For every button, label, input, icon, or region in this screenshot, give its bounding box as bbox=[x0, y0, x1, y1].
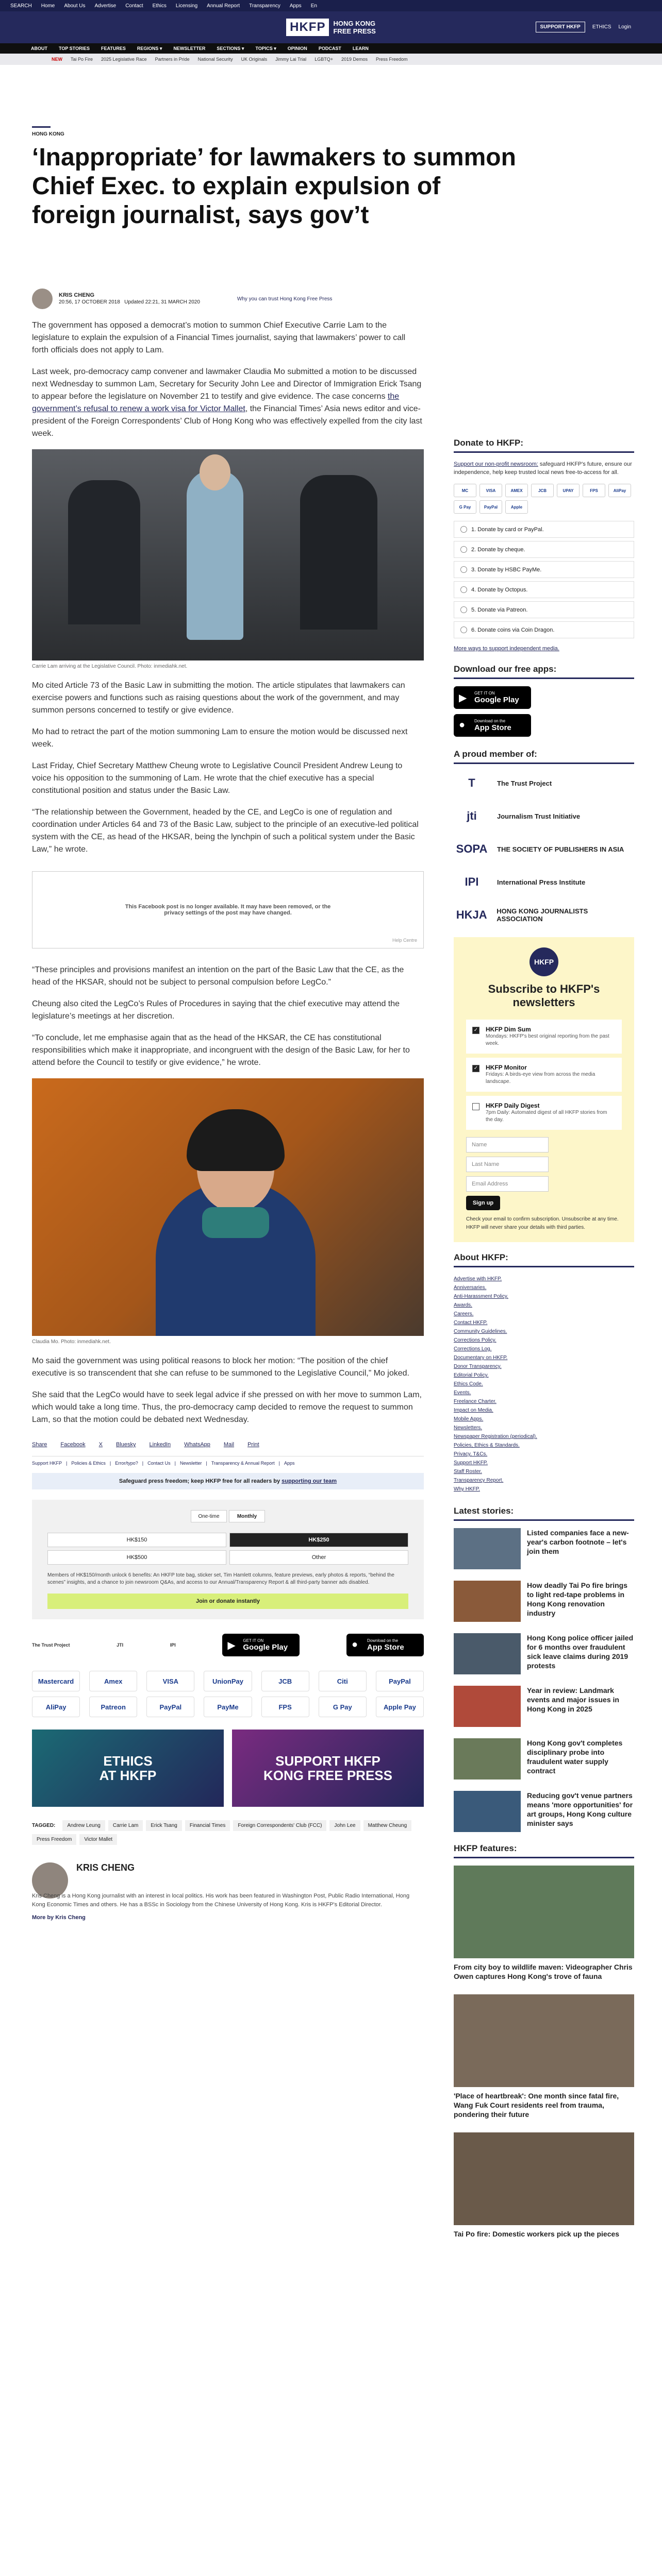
apple-icon: ● bbox=[352, 1639, 358, 1650]
tag-link[interactable]: Financial Times bbox=[185, 1820, 230, 1831]
article-body bbox=[32, 319, 424, 1921]
newsletter-checkbox[interactable] bbox=[472, 1103, 479, 1110]
author-bio: Kris Cheng is a Hong Kong journalist with an interest in local politics. His work has been featured in Washington Post, Public Radio International, Hong Kong Economic Times and others. He has a BSSc in Sociology from the Chinese University of Hong Kong. Kris is HKFP's Editorial Director. bbox=[32, 1893, 410, 1908]
topbar-link-ethics[interactable]: Ethics bbox=[152, 3, 167, 9]
about-link[interactable]: Support HKFP. bbox=[454, 1460, 488, 1466]
footer-link[interactable]: Newsletter bbox=[180, 1461, 202, 1466]
nav-item-topics[interactable]: TOPICS ▾ bbox=[255, 45, 276, 51]
share-share[interactable]: Share bbox=[32, 1442, 47, 1448]
about-link[interactable]: Awards. bbox=[454, 1302, 472, 1308]
member-org[interactable] bbox=[454, 837, 634, 861]
masthead bbox=[0, 11, 662, 43]
nav-item-sections[interactable]: SECTIONS ▾ bbox=[217, 45, 244, 51]
about-links bbox=[454, 1275, 634, 1494]
paragraph: Mo cited Article 73 of the Basic Law in submitting the motion. The article stipulates that lawmakers can exercise powers and functions such as raising questions about the work of the government, and may summon persons concerned to testify or give evidence. bbox=[32, 681, 405, 715]
about-link[interactable]: Policies, Ethics & Standards. bbox=[454, 1443, 520, 1448]
member-org[interactable] bbox=[454, 903, 634, 927]
share-bluesky[interactable]: Bluesky bbox=[116, 1442, 136, 1448]
member-name: The Trust Project bbox=[497, 779, 552, 787]
donation-widget bbox=[32, 1500, 424, 1619]
about-link[interactable]: Editorial Policy. bbox=[454, 1372, 489, 1378]
latest-story[interactable] bbox=[454, 1581, 634, 1622]
story-title[interactable]: Reducing gov't venue partners means 'more opportunities' for art groups, Hong Kong culture minister says bbox=[527, 1791, 633, 1827]
donate-heading: Donate to HKFP: bbox=[454, 438, 634, 453]
feature-story[interactable] bbox=[454, 1994, 634, 2119]
byline bbox=[32, 289, 424, 309]
newsletter-note: Check your email to confirm subscription. Unsubscribe at any time. HKFP will never share your details with third parties. bbox=[466, 1216, 619, 1230]
paragraph: Mo said the government was using political reasons to block her motion: “The position of the chief executive is so transcendent that she can refuse to be summoned to the Legislative Council,” Mo joked. bbox=[32, 1357, 409, 1378]
member-heading: A proud member of: bbox=[454, 749, 634, 764]
feature-story[interactable] bbox=[454, 1866, 634, 1981]
topbar-link-apps[interactable]: Apps bbox=[289, 3, 302, 9]
newsletter-desc: 7pm Daily: Automated digest of all HKFP stories from the day. bbox=[486, 1110, 607, 1123]
nav-item-opinion[interactable]: OPINION bbox=[287, 46, 307, 51]
last-name-input[interactable]: Last Name bbox=[466, 1157, 549, 1172]
newsletter-option[interactable] bbox=[466, 1020, 622, 1054]
feature-thumbnail[interactable] bbox=[454, 1866, 634, 1958]
about-link[interactable]: Transparency Report. bbox=[454, 1478, 504, 1483]
topbar-link-licensing[interactable]: Licensing bbox=[175, 3, 198, 9]
apple-icon: ● bbox=[459, 719, 466, 731]
latest-heading: Latest stories: bbox=[454, 1506, 634, 1521]
about-link[interactable]: Privacy, T&Cs. bbox=[454, 1451, 488, 1457]
facebook-embed bbox=[32, 871, 424, 948]
about-link[interactable]: Events. bbox=[454, 1390, 471, 1396]
card-logo-visa: VISA bbox=[479, 484, 502, 497]
tag-link[interactable]: Victor Mallet bbox=[79, 1834, 117, 1845]
trending-item[interactable]: 2019 Demos bbox=[341, 57, 368, 62]
about-link[interactable]: Newsletters. bbox=[454, 1425, 483, 1431]
story-thumbnail[interactable] bbox=[454, 1686, 521, 1727]
about-link[interactable]: Newspaper Registration (periodical). bbox=[454, 1434, 537, 1439]
photo-caption: Claudia Mo. Photo: inmediahk.net. bbox=[32, 1339, 111, 1345]
newsletter-option[interactable] bbox=[466, 1096, 622, 1130]
payment-logo-alipay: AliPay bbox=[32, 1697, 80, 1717]
separator: | bbox=[206, 1461, 207, 1466]
donate-option[interactable]: 3. Donate by HSBC PayMe. bbox=[454, 561, 634, 578]
newsletter-signup bbox=[454, 937, 634, 1242]
main-nav bbox=[0, 43, 662, 54]
member-org[interactable] bbox=[454, 870, 634, 894]
topbar-link-en[interactable]: En bbox=[310, 3, 317, 9]
story-thumbnail[interactable] bbox=[454, 1581, 521, 1622]
trending-item[interactable]: Press Freedom bbox=[375, 57, 408, 62]
nav-item-learn[interactable]: LEARN bbox=[352, 46, 369, 51]
top-utility-bar bbox=[0, 0, 662, 11]
amount-option[interactable]: HK$250 bbox=[229, 1533, 408, 1547]
member-logo: jti bbox=[467, 809, 477, 822]
trending-item[interactable]: Jimmy Lai Trial bbox=[275, 57, 307, 62]
about-link[interactable]: Corrections Log. bbox=[454, 1346, 492, 1352]
share-linkedin[interactable]: LinkedIn bbox=[149, 1442, 171, 1448]
newsletter-desc: Fridays: A birds-eye view from across the media landscape. bbox=[486, 1072, 595, 1084]
payment-logo-citi: Citi bbox=[319, 1671, 367, 1691]
topbar-link-annual-report[interactable]: Annual Report bbox=[207, 3, 240, 9]
trending-label: NEW bbox=[52, 57, 62, 62]
payment-logo-patreon: Patreon bbox=[89, 1697, 137, 1717]
trending-item[interactable]: Partners in Pride bbox=[155, 57, 190, 62]
feature-title[interactable]: From city boy to wildlife maven: Videographer Chris Owen captures Hong Kong's trove of fauna bbox=[454, 1963, 633, 1980]
topbar-link-advertise[interactable]: Advertise bbox=[94, 3, 117, 9]
footer-link[interactable]: Error/typo? bbox=[115, 1461, 138, 1466]
about-link[interactable]: Impact on Media. bbox=[454, 1408, 493, 1413]
topbar-link-contact[interactable]: Contact bbox=[125, 3, 143, 9]
donate-option[interactable]: 6. Donate coins via Coin Dragon. bbox=[454, 621, 634, 638]
site-logo[interactable]: HKFP HONG KONG FREE PRESS bbox=[286, 19, 376, 36]
payment-logo-visa: VISA bbox=[146, 1671, 194, 1691]
about-link[interactable]: Contact HKFP. bbox=[454, 1320, 488, 1326]
amount-option[interactable]: HK$150 bbox=[47, 1533, 226, 1547]
tag-link[interactable]: Andrew Leung bbox=[62, 1820, 105, 1831]
payment-logo-g-pay: G Pay bbox=[319, 1697, 367, 1717]
member-badges bbox=[32, 1634, 424, 1656]
story-thumbnail[interactable] bbox=[454, 1633, 521, 1674]
login-link[interactable]: Login bbox=[618, 24, 631, 30]
first-name-input[interactable]: Name bbox=[466, 1137, 549, 1153]
story-title[interactable]: How deadly Tai Po fire brings to light red-tape problems in Hong Kong renovation industry bbox=[527, 1581, 627, 1617]
topbar-link-transparency[interactable]: Transparency bbox=[249, 3, 280, 9]
updated-date: Updated 22:21, 31 MARCH 2020 bbox=[124, 299, 200, 305]
card-logo-upay: UPAY bbox=[557, 484, 580, 497]
about-link[interactable]: Ethics Code. bbox=[454, 1381, 483, 1387]
play-icon: ▶ bbox=[459, 692, 467, 704]
author-avatar[interactable] bbox=[32, 289, 53, 309]
separator: | bbox=[174, 1461, 176, 1466]
support-hkfp-button[interactable]: SUPPORT HKFP bbox=[536, 22, 585, 32]
amount-option[interactable]: HK$500 bbox=[47, 1550, 226, 1565]
separator: | bbox=[66, 1461, 68, 1466]
member-logo: HKJA bbox=[456, 908, 487, 921]
separator: | bbox=[109, 1461, 111, 1466]
author-box-name[interactable]: KRIS CHENG bbox=[76, 1862, 135, 1873]
newsletter-desc: Mondays: HKFP's best original reporting from the past week. bbox=[486, 1033, 609, 1046]
latest-story[interactable] bbox=[454, 1791, 634, 1832]
latest-story[interactable] bbox=[454, 1528, 634, 1569]
newsletter-logo: HKFP bbox=[529, 947, 558, 976]
latest-story[interactable] bbox=[454, 1633, 634, 1674]
member-name: HONG KONG JOURNALISTS ASSOCIATION bbox=[496, 907, 588, 923]
story-thumbnail[interactable] bbox=[454, 1528, 521, 1569]
card-logo-g-pay: G Pay bbox=[454, 500, 476, 514]
author-box bbox=[32, 1862, 424, 1921]
member-name: Journalism Trust Initiative bbox=[497, 812, 581, 820]
footer-link[interactable]: Contact Us bbox=[147, 1461, 171, 1466]
about-heading: About HKFP: bbox=[454, 1252, 634, 1267]
card-logo-mc: MC bbox=[454, 484, 476, 497]
newsletter-checkbox[interactable]: ✓ bbox=[472, 1027, 479, 1034]
trending-item[interactable]: UK Originals bbox=[241, 57, 268, 62]
latest-story[interactable] bbox=[454, 1686, 634, 1727]
tag-link[interactable]: John Lee bbox=[329, 1820, 360, 1831]
card-logos bbox=[454, 484, 634, 514]
tagged-label: TAGGED: bbox=[32, 1823, 56, 1828]
payment-logo-apple-pay: Apple Pay bbox=[376, 1697, 424, 1717]
story-title[interactable]: Listed companies face a new-year's carbon footnote – let's join them bbox=[527, 1529, 629, 1555]
paragraph: Cheung also cited the LegCo’s Rules of Procedures in saying that the chief executive may attend the legislature’s meetings at her discretion. bbox=[32, 999, 400, 1021]
tag-link[interactable]: Press Freedom bbox=[32, 1834, 76, 1845]
donate-banner: Safeguard press freedom; keep HKFP free for all readers by supporting our team bbox=[32, 1473, 424, 1489]
nonprofit-link[interactable]: Support our non-profit newsroom: bbox=[454, 461, 538, 467]
nav-item-top-stories[interactable]: TOP STORIES bbox=[59, 46, 90, 51]
payment-logo-amex: Amex bbox=[89, 1671, 137, 1691]
support-team-link[interactable]: supporting our team bbox=[282, 1478, 337, 1484]
trending-item[interactable]: LGBTQ+ bbox=[315, 57, 333, 62]
member-logo: T bbox=[468, 776, 475, 789]
member-name: THE SOCIETY OF PUBLISHERS IN ASIA bbox=[497, 845, 624, 853]
payment-logo-mastercard: Mastercard bbox=[32, 1671, 80, 1691]
photo-caption: Carrie Lam arriving at the Legislative Council. Photo: inmediahk.net. bbox=[32, 664, 188, 669]
about-link[interactable]: Mobile Apps. bbox=[454, 1416, 484, 1422]
apps-heading: Download our free apps: bbox=[454, 664, 634, 679]
trust-link[interactable]: Why you can trust Hong Kong Free Press bbox=[237, 296, 333, 302]
trending-item[interactable]: 2025 Legislative Race bbox=[101, 57, 147, 62]
one-time-toggle[interactable]: One-time bbox=[191, 1510, 227, 1522]
card-logo-alipay: AliPay bbox=[608, 484, 631, 497]
paragraph: She said that the LegCo would have to seek legal advice if she pressed on with her move to summon Lam, which would take a long time. Thus, the pro-democracy camp decided to remove the request to summon Lam, so that the motion could be debated next Wednesday. bbox=[32, 1391, 422, 1424]
kicker-rule bbox=[32, 126, 51, 128]
newsletter-title: Subscribe to HKFP's newsletters bbox=[488, 982, 600, 1009]
app-store-button[interactable]: ● Download on the App Store bbox=[346, 1634, 424, 1656]
share-facebook[interactable]: Facebook bbox=[60, 1442, 86, 1448]
member-benefits: Members of HK$150/month unlock 6 benefits: An HKFP tote bag, sticker set, Tim Hamlett columns, feature previews, early photos & reports, “behind the scenes” insights, and a chance to join newsroom Q&As, and access to our Annual/Transparency Report & all third-party banner ads disabled. bbox=[47, 1572, 394, 1585]
inline-link[interactable]: the government’s refusal to renew a work visa for Victor Mallet bbox=[32, 392, 400, 413]
payment-logo-payme: PayMe bbox=[204, 1697, 252, 1717]
trending-bar bbox=[0, 54, 662, 65]
card-logo-fps: FPS bbox=[583, 484, 605, 497]
logo-mark: HKFP bbox=[286, 19, 329, 36]
feature-story[interactable] bbox=[454, 2132, 634, 2239]
member-name: International Press Institute bbox=[497, 878, 586, 886]
newsletter-checkbox[interactable]: ✓ bbox=[472, 1065, 479, 1072]
feature-thumbnail[interactable] bbox=[454, 1994, 634, 2087]
about-link[interactable]: Freelance Charter. bbox=[454, 1399, 496, 1404]
payment-logo-paypal: PayPal bbox=[146, 1697, 194, 1717]
trending-item[interactable]: Tai Po Fire bbox=[71, 57, 93, 62]
latest-story[interactable] bbox=[454, 1738, 634, 1780]
trending-item[interactable]: National Security bbox=[197, 57, 233, 62]
about-link[interactable]: Advertise with HKFP. bbox=[454, 1276, 502, 1282]
about-link[interactable]: Anti-Harassment Policy. bbox=[454, 1294, 508, 1299]
sidebar: Donate to HKFP: Support our non-profit newsroom: safeguard HKFP's future, ensure our independence, help keep trusted local news free-to-access for all. MC VISA AMEX JCB UPAY FPS AliPay G Pay PayPal Apple 1. Donate by card or PayPal. 2. Donate by cheque. 3. Donate by HSBC PayMe. 4. Donate by Octopus. 5. Donate via Patreon. 6. Donate coins via Coin Dragon. More ways to support independent media. Download our free apps: ▶ GET IT ON Google Play ● Download on the App Store A proud member of: T The Trust Project jti Journalism Trust Initiative SOPA THE SOCIETY OF PUBLISHERS IN ASIA IPI International Press Institute HKJA HONG KONG JOURNALISTS ASSOCIATION HKFP Subscribe to HKFP's newsletters ✓ HKFP Dim Sum Mondays: HKFP's best original reporting from the past week. ✓ HKFP Monitor Fridays: A birds-eye view from across the media landscape. HKFP Daily Digest 7pm Daily: Automated digest of all HKFP stories from the day. Name Last Name Email Address Sign up Check your email to confirm subscription. Unsubscribe at any time. HKFP will never share your details with third parties. About HKFP: Advertise with HKFP. Anniversaries. Anti-Harassment Policy. Awards. Careers. Contact HKFP. Community Guidelines. Corrections Policy. Corrections Log. Documentary on HKFP. Donor Transparency. Editorial Policy. Ethics Code. Events. Freelance Charter. Impact on Media. Mobile Apps. Newsletters. Newspaper Registration (periodical). Policies, Ethics & Standards. Privacy, T&Cs. Support HKFP. Staff Roster. Transparency Report. Why HKFP. Latest stories: Listed companies face a new-year's carbon footnote – let's join them How deadly Tai Po fire brings to light red-tape problems in Hong Kong renovation industry Hong Kong police officer jailed for 6 months over fraudulent sick leave claims during 2019 protests Year in review: Landmark events and major issues in Hong Kong in 2025 Hong Kong gov't completes disciplinary probe into fraudulent water supply contract Reducing gov't venue partners means 'more opportunities' for art groups, Hong Kong culture minister says HKFP features: From city boy to wildlife maven: Videographer Chris Owen captures Hong Kong's trove of fauna 'Place of heartbreak': One month since fatal fire, Wang Fuk Court residents reel from trauma, pondering their future Tai Po fire: Domestic workers pick up the pieces bbox=[454, 438, 634, 2238]
payment-logo-jcb: JCB bbox=[261, 1671, 309, 1691]
donate-option[interactable]: 5. Donate via Patreon. bbox=[454, 601, 634, 618]
newsletter-option[interactable] bbox=[466, 1058, 622, 1092]
payment-logo-unionpay: UnionPay bbox=[204, 1671, 252, 1691]
tag-link[interactable]: Foreign Correspondents' Club (FCC) bbox=[233, 1820, 326, 1831]
footer-links bbox=[32, 1456, 424, 1466]
trust-project-badge[interactable]: The Trust Project bbox=[32, 1642, 70, 1648]
feature-thumbnail[interactable] bbox=[454, 2132, 634, 2225]
footer-link[interactable]: Apps bbox=[284, 1461, 295, 1466]
about-link[interactable]: Staff Roster. bbox=[454, 1469, 482, 1475]
payment-logo-fps: FPS bbox=[261, 1697, 309, 1717]
share-whatsapp[interactable]: WhatsApp bbox=[184, 1442, 210, 1448]
payment-logo-paypal: PayPal bbox=[376, 1671, 424, 1691]
jti-badge[interactable]: JTI bbox=[117, 1642, 124, 1648]
topbar-link-home[interactable]: Home bbox=[41, 3, 55, 9]
footer-link[interactable]: Transparency & Annual Report bbox=[211, 1461, 275, 1466]
monthly-toggle[interactable]: Monthly bbox=[229, 1510, 265, 1522]
more-by-author-link[interactable]: More by Kris Cheng bbox=[32, 1914, 86, 1921]
publish-date: 20:56, 17 OCTOBER 2018 bbox=[59, 299, 120, 305]
amount-option[interactable]: Other bbox=[229, 1550, 408, 1565]
features-heading: HKFP features: bbox=[454, 1843, 634, 1858]
paragraph: “To conclude, let me emphasise again that as the head of the HKSAR, the CE has constitutional responsibilities which make it inappropriate, and incongruent with the design of the Basic Law, for her to attend before the Council to testify or give evidence,” he wrote. bbox=[32, 1033, 410, 1067]
tag-link[interactable]: Matthew Cheung bbox=[363, 1820, 412, 1831]
google-play-button[interactable]: ▶ GET IT ON Google Play bbox=[222, 1634, 300, 1656]
ipi-badge[interactable]: IPI bbox=[170, 1642, 176, 1648]
ethics-link[interactable]: ETHICS bbox=[592, 24, 611, 30]
about-link[interactable]: Careers. bbox=[454, 1311, 474, 1317]
nav-item-podcast[interactable]: PODCAST bbox=[318, 46, 341, 51]
help-centre-link[interactable]: Help Centre bbox=[392, 938, 417, 943]
support-banner[interactable]: SUPPORT HKFP KONG FREE PRESS bbox=[232, 1730, 424, 1807]
photo-claudia-mo bbox=[32, 1078, 424, 1336]
nav-item-newsletter[interactable]: NEWSLETTER bbox=[173, 46, 206, 51]
tag-link[interactable]: Carrie Lam bbox=[108, 1820, 143, 1831]
story-title[interactable]: Year in review: Landmark events and major issues in Hong Kong in 2025 bbox=[527, 1686, 619, 1713]
donate-option[interactable]: 2. Donate by cheque. bbox=[454, 541, 634, 558]
google-play-button[interactable]: ▶ GET IT ON Google Play bbox=[454, 686, 531, 709]
story-title[interactable]: Hong Kong gov't completes disciplinary probe into fraudulent water supply contract bbox=[527, 1739, 623, 1775]
paragraph: Last Friday, Chief Secretary Matthew Cheung wrote to Legislative Council President Andrew Leung to voice his opposition to the summoning of Lam. He wrote that the chief executive has a special constitutional position and status under the Basic Law. bbox=[32, 761, 403, 795]
share-x[interactable]: X bbox=[98, 1442, 103, 1448]
feature-title[interactable]: Tai Po fire: Domestic workers pick up the pieces bbox=[454, 2230, 620, 2238]
paragraph: “These principles and provisions manifest an intention on the part of the Basic Law that the CE, as the head of the HKSAR, should not be subject to personal compulsion before LegCo.” bbox=[32, 965, 404, 987]
story-thumbnail[interactable] bbox=[454, 1791, 521, 1832]
headline: ‘Inappropriate’ for lawmakers to summon Chief Exec. to explain expulsion of foreign journalist, says gov’t bbox=[32, 144, 516, 229]
join-donate-button[interactable]: Join or donate instantly bbox=[47, 1594, 408, 1609]
story-title[interactable]: Hong Kong police officer jailed for 6 months over fraudulent sick leave claims during 2019 protests bbox=[527, 1634, 634, 1670]
photo-carrie-lam bbox=[32, 449, 424, 660]
search-link[interactable]: SEARCH bbox=[10, 3, 32, 9]
separator: | bbox=[278, 1461, 280, 1466]
member-org[interactable] bbox=[454, 771, 634, 795]
about-link[interactable]: Documentary on HKFP. bbox=[454, 1355, 508, 1361]
tag-list bbox=[32, 1820, 424, 1845]
donate-options bbox=[454, 521, 634, 638]
paragraph: Mo had to retract the part of the motion summoning Lam to ensure the motion would be discussed next week. bbox=[32, 727, 408, 749]
about-link[interactable]: Donor Transparency. bbox=[454, 1364, 502, 1369]
footer-link[interactable]: Policies & Ethics bbox=[71, 1461, 106, 1466]
member-logo: IPI bbox=[465, 875, 479, 888]
newsletter-name: HKFP Daily Digest bbox=[486, 1102, 540, 1109]
nav-item-about[interactable]: ABOUT bbox=[31, 46, 47, 51]
tag-link[interactable]: Erick Tsang bbox=[146, 1820, 182, 1831]
paragraph: “The relationship between the Government, headed by the CE, and LegCo is one of regulation and coordination under Articles 64 and 73 of the Basic Law, subject to the principle of an executive-led political system with the CE, as head of the HKSAR, being the lynchpin of such a political system under the Basic Law,” he wrote. bbox=[32, 808, 419, 854]
nav-item-regions[interactable]: REGIONS ▾ bbox=[137, 45, 162, 51]
footer-link[interactable]: Support HKFP bbox=[32, 1461, 62, 1466]
share-bar bbox=[32, 1442, 424, 1448]
email-input[interactable]: Email Address bbox=[466, 1176, 549, 1192]
feature-title[interactable]: 'Place of heartbreak': One month since fatal fire, Wang Fuk Court residents reel from trauma, pondering their future bbox=[454, 2092, 619, 2119]
author-name[interactable]: KRIS CHENG bbox=[59, 292, 95, 298]
app-store-button[interactable]: ● Download on the App Store bbox=[454, 714, 531, 737]
donate-option[interactable]: 1. Donate by card or PayPal. bbox=[454, 521, 634, 538]
embed-unavailable-text: This Facebook post is no longer available. It may have been removed, or the privacy settings of the post may have changed. bbox=[125, 904, 331, 916]
share-print[interactable]: Print bbox=[247, 1442, 259, 1448]
nav-item-features[interactable]: FEATURES bbox=[101, 46, 126, 51]
card-logo-amex: AMEX bbox=[505, 484, 528, 497]
about-link[interactable]: Corrections Policy. bbox=[454, 1337, 496, 1343]
about-link[interactable]: Why HKFP. bbox=[454, 1486, 480, 1492]
member-logo: SOPA bbox=[456, 842, 488, 855]
more-ways-link[interactable]: More ways to support independent media. bbox=[454, 646, 559, 652]
newsletter-name: HKFP Monitor bbox=[486, 1064, 527, 1071]
newsletter-name: HKFP Dim Sum bbox=[486, 1026, 531, 1033]
card-logo-apple: Apple bbox=[505, 500, 528, 514]
donate-option[interactable]: 4. Donate by Octopus. bbox=[454, 581, 634, 598]
play-icon: ▶ bbox=[227, 1640, 236, 1651]
share-mail[interactable]: Mail bbox=[223, 1442, 235, 1448]
about-link[interactable]: Anniversaries. bbox=[454, 1285, 487, 1291]
story-thumbnail[interactable] bbox=[454, 1738, 521, 1780]
signup-button[interactable]: Sign up bbox=[466, 1196, 500, 1210]
member-org[interactable] bbox=[454, 804, 634, 828]
topbar-link-about-us[interactable]: About Us bbox=[64, 3, 86, 9]
paragraph: The government has opposed a democrat’s motion to summon Chief Executive Carrie Lam to the legislature to explain the expulsion of a Financial Times journalist, saying that lawmakers’ power to call forth officials does not apply to Lam. bbox=[32, 321, 406, 354]
separator: | bbox=[142, 1461, 144, 1466]
ethics-banner[interactable]: ETHICS AT HKFP bbox=[32, 1730, 224, 1807]
payment-methods bbox=[32, 1671, 424, 1717]
about-link[interactable]: Community Guidelines. bbox=[454, 1329, 507, 1334]
card-logo-jcb: JCB bbox=[531, 484, 554, 497]
paragraph: Last week, pro-democracy camp convener and lawmaker Claudia Mo submitted a motion to be discussed next Wednesday to summon Lam, Secretary for Security John Lee and Director of Immigration Erick Tsang to appear before the legislature on November 21 to testify and give evidence. The case concerns the government’s refusal to renew a work visa for Victor Mallet, the Financial Times’ Asia news editor and vice-president of the Foreign Correspondents’ Club of Hong Kong who was effectively expelled from the city last week. bbox=[32, 367, 422, 438]
card-logo-paypal: PayPal bbox=[479, 500, 502, 514]
category-kicker[interactable]: HONG KONG bbox=[32, 131, 64, 137]
